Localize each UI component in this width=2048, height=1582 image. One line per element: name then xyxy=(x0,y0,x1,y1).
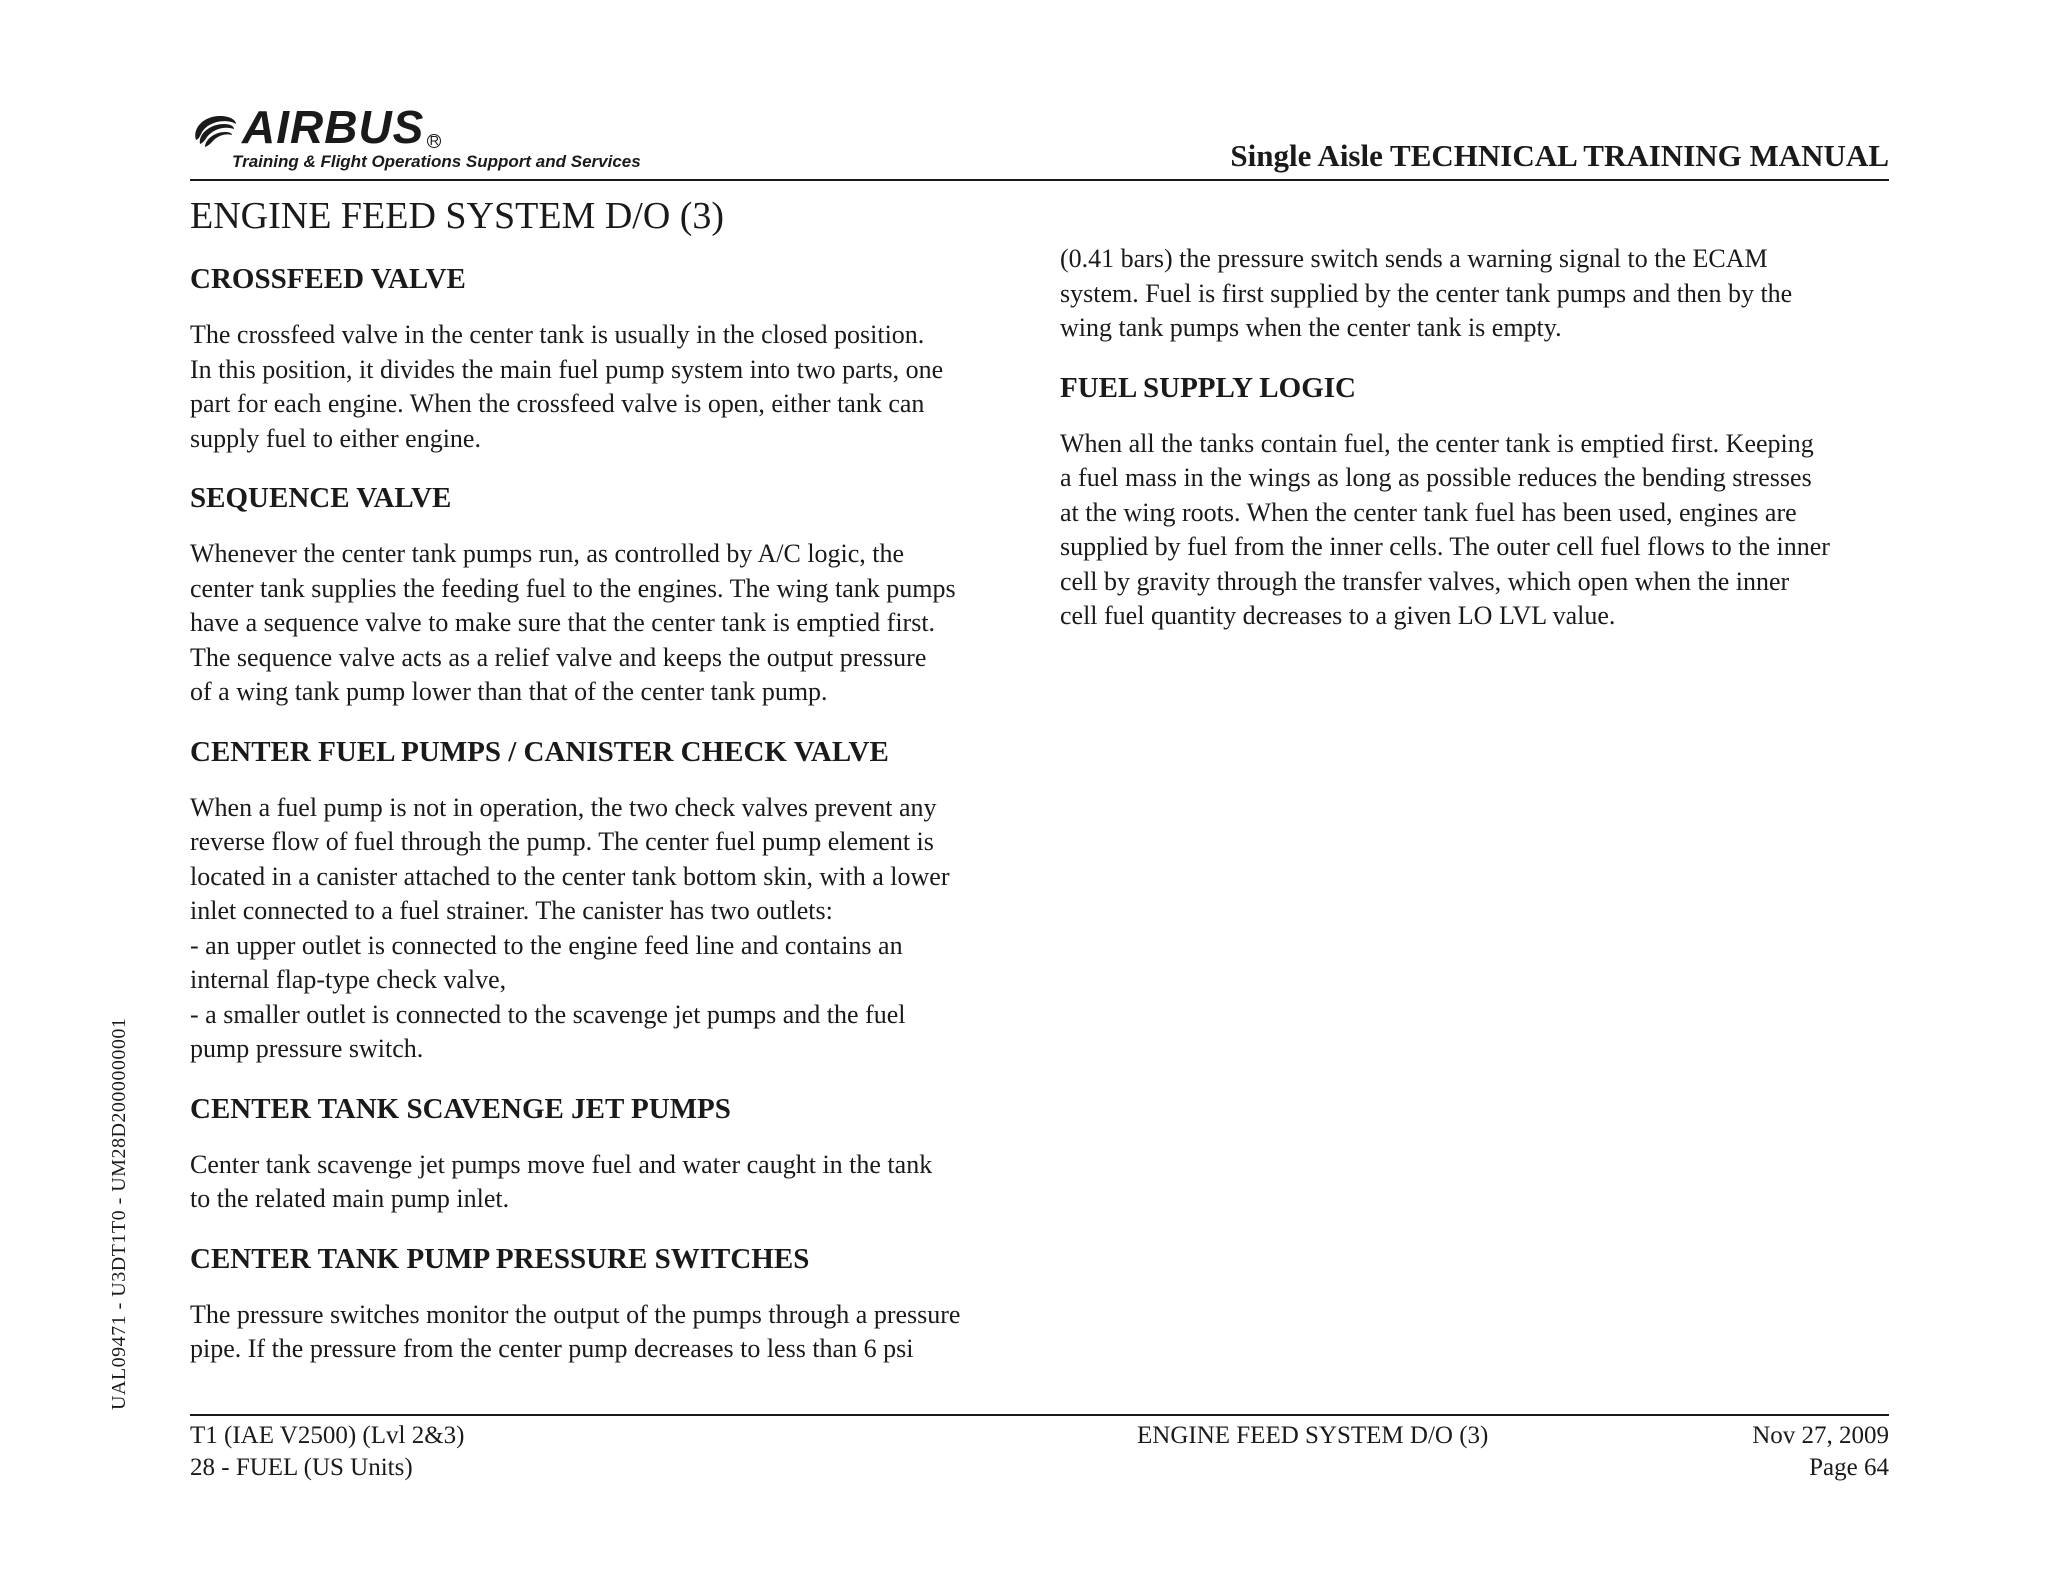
continuation-text: (0.41 bars) the pressure switch sends a warning signal to the ECAM system. Fuel is first supplied by the center tank pumps and then by the wing tank pumps when the center tank is empty. xyxy=(1060,244,1793,342)
section-text-pressure-switches: The pressure switches monitor the output of the pumps through a pressure pipe. If the pressure from the center pump decreases to less than 6 psi xyxy=(190,1299,961,1363)
airbus-logo xyxy=(190,101,710,171)
header-divider xyxy=(190,179,1889,181)
logo-wordmark: AIRBUS xyxy=(242,101,425,153)
section-text-center-fuel-pumps: When a fuel pump is not in operation, the two check valves prevent any reverse flow of fuel through the pump. The center fuel pump element is located in a canister attached to the center tank bottom skin, with a lower inlet connected to a fuel strainer. The canister has two outlets: - an upper outlet is connected to the engine feed line and contains an internal flap-type check valve, - a smaller outlet is connected to the scavenge jet pumps and the fuel pump pressure switch. xyxy=(190,792,950,1063)
right-column xyxy=(1060,242,1890,634)
left-column xyxy=(190,262,1020,1367)
section-heading-fuel-supply-logic: FUEL SUPPLY LOGIC xyxy=(1060,371,1356,404)
footer-page-number: Page 64 xyxy=(1809,1454,1889,1481)
footer-topic: ENGINE FEED SYSTEM D/O (3) xyxy=(1137,1422,1489,1449)
section-heading-crossfeed-valve: CROSSFEED VALVE xyxy=(190,263,466,295)
page-title: ENGINE FEED SYSTEM D/O (3) xyxy=(190,195,725,237)
document-id-vertical: UAL09471 - U3DT1T0 - UM28D2000000001 xyxy=(108,1017,130,1410)
footer-course: T1 (IAE V2500) (Lvl 2&3) xyxy=(190,1422,465,1449)
logo-tagline: Training & Flight Operations Support and Services xyxy=(232,152,641,171)
registered-mark: R xyxy=(427,134,441,148)
section-text-crossfeed-valve: The crossfeed valve in the center tank is usually in the closed position. In this position, it divides the main fuel pump system into two parts, one part for each engine. When the crossfeed valve is open, either tank can supply fuel to either engine. xyxy=(190,320,944,453)
section-text-scavenge-jet-pumps: Center tank scavenge jet pumps move fuel and water caught in the tank to the related main pump inlet. xyxy=(190,1149,933,1213)
section-text-sequence-valve: Whenever the center tank pumps run, as controlled by A/C logic, the center tank supplies the feeding fuel to the engines. The wing tank pumps have a sequence valve to make sure that the center tank is emptied first. The sequence valve acts as a relief valve and keeps the output pressure of a wing tank pump lower than that of the center tank pump. xyxy=(190,539,956,706)
footer-date: Nov 27, 2009 xyxy=(1752,1422,1889,1449)
section-text-fuel-supply-logic: When all the tanks contain fuel, the center tank is emptied first. Keeping a fuel mass in the wings as long as possible reduces the bending stresses at the wing roots. When the center tank fuel has been used, engines are supplied by fuel from the inner cells. The outer cell fuel flows to the inner cell by gravity through the transfer valves, which open when the inner cell fuel quantity decreases to a given LO LVL value. xyxy=(1060,428,1830,630)
footer-divider xyxy=(190,1414,1889,1416)
airbus-swirl-icon xyxy=(190,110,238,150)
section-heading-center-fuel-pumps: CENTER FUEL PUMPS / CANISTER CHECK VALVE xyxy=(190,735,889,768)
manual-title: Single Aisle TECHNICAL TRAINING MANUAL xyxy=(1230,138,1889,173)
section-heading-scavenge-jet-pumps: CENTER TANK SCAVENGE JET PUMPS xyxy=(190,1092,731,1125)
section-heading-sequence-valve: SEQUENCE VALVE xyxy=(190,482,452,514)
footer-chapter: 28 - FUEL (US Units) xyxy=(190,1454,413,1481)
section-heading-pressure-switches: CENTER TANK PUMP PRESSURE SWITCHES xyxy=(190,1242,810,1275)
